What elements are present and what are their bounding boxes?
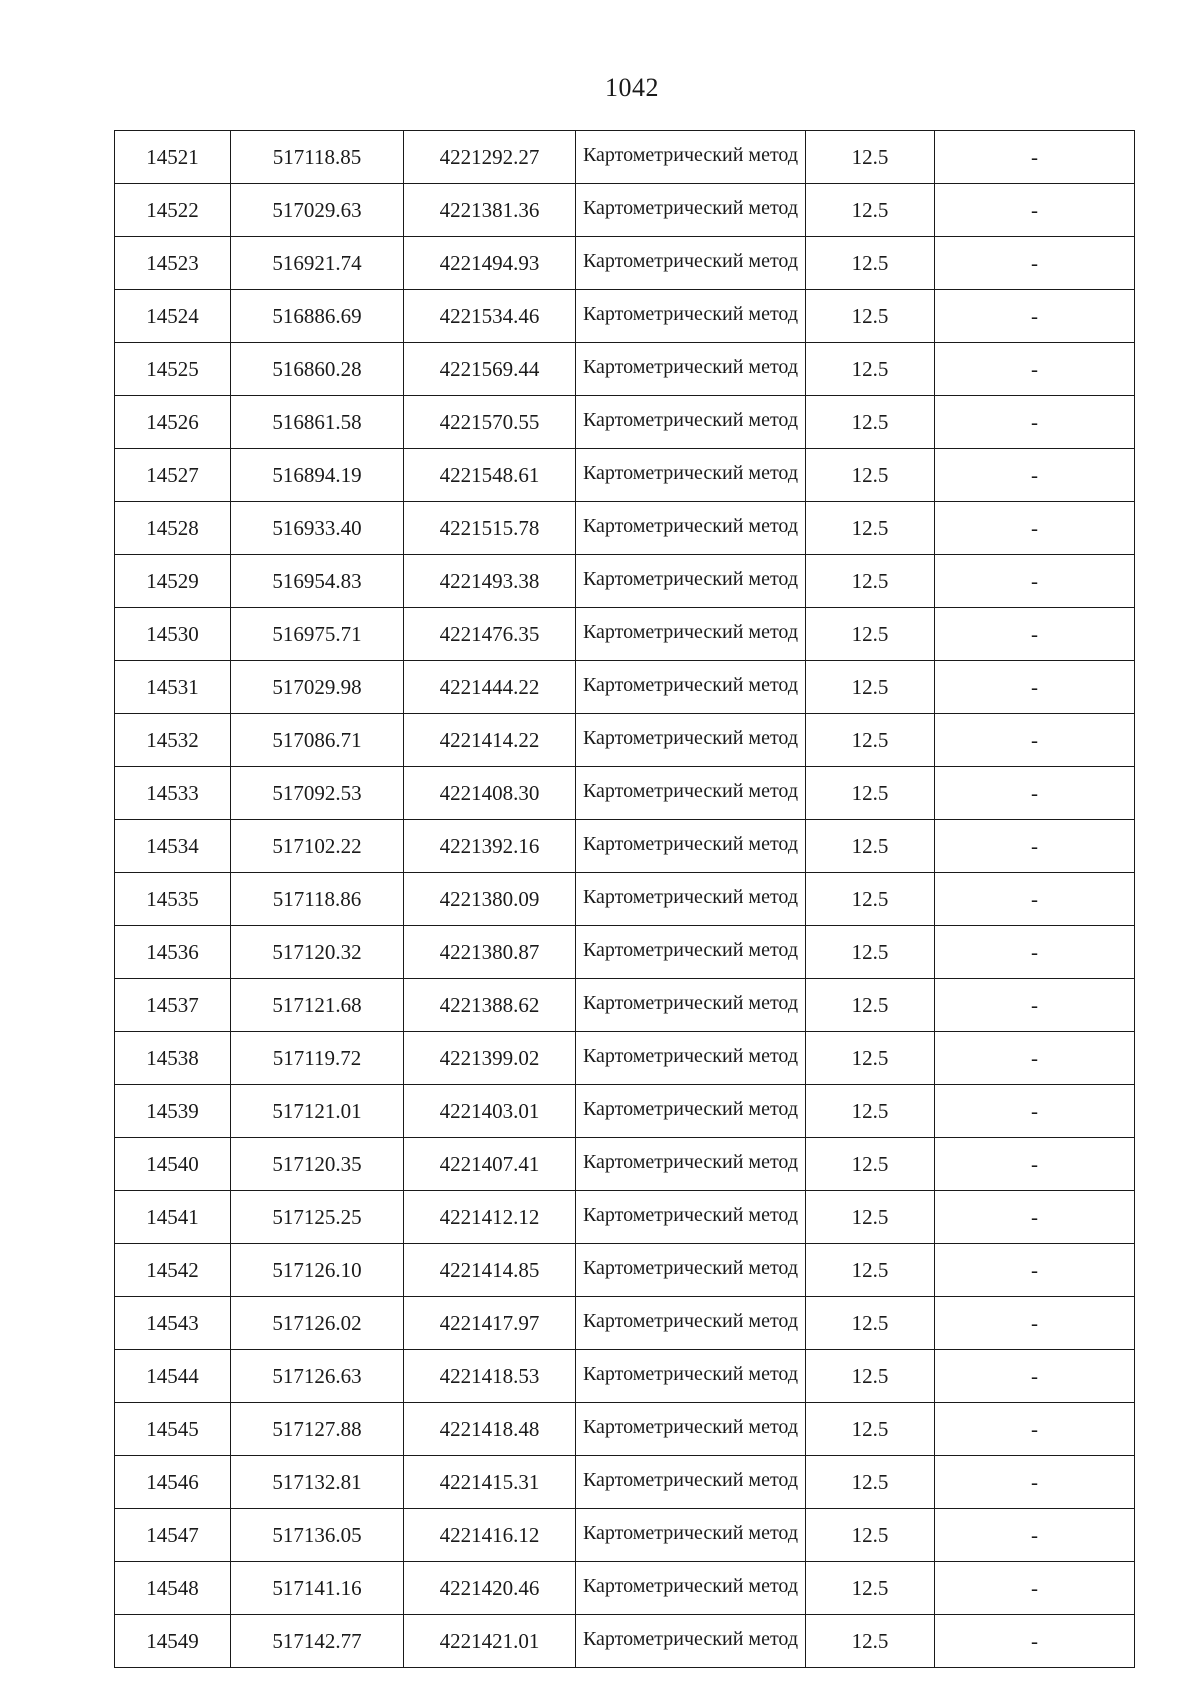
- point-number-cell: 14548: [115, 1562, 231, 1615]
- method-cell: [576, 555, 806, 608]
- note-cell: -: [935, 926, 1135, 979]
- x-coordinate-cell: 517121.01: [231, 1085, 404, 1138]
- method-cell: [576, 608, 806, 661]
- method-text: Картометрический метод: [582, 567, 799, 590]
- point-number-cell: 14538: [115, 1032, 231, 1085]
- point-number-cell: 14536: [115, 926, 231, 979]
- y-coordinate-cell: 4221380.87: [404, 926, 576, 979]
- y-coordinate-cell: 4221494.93: [404, 237, 576, 290]
- method-cell: [576, 1615, 806, 1668]
- method-cell: [576, 926, 806, 979]
- method-text: Картометрический метод: [582, 1521, 799, 1544]
- method-text: Картометрический метод: [582, 1415, 799, 1438]
- note-cell: -: [935, 873, 1135, 926]
- method-cell: [576, 1403, 806, 1456]
- method-text: Картометрический метод: [582, 1044, 799, 1067]
- point-number-cell: 14532: [115, 714, 231, 767]
- method-text: Картометрический метод: [582, 461, 799, 484]
- method-cell: [576, 1244, 806, 1297]
- table-row: [115, 1403, 1135, 1456]
- method-cell: [576, 1032, 806, 1085]
- x-coordinate-cell: 516933.40: [231, 502, 404, 555]
- note-cell: -: [935, 502, 1135, 555]
- point-number-cell: 14526: [115, 396, 231, 449]
- note-cell: -: [935, 449, 1135, 502]
- accuracy-cell: 12.5: [806, 131, 935, 184]
- x-coordinate-cell: 517142.77: [231, 1615, 404, 1668]
- note-cell: -: [935, 1138, 1135, 1191]
- point-number-cell: 14539: [115, 1085, 231, 1138]
- note-cell: -: [935, 1562, 1135, 1615]
- method-text: Картометрический метод: [582, 408, 799, 431]
- table-row: [115, 661, 1135, 714]
- table-row: [115, 608, 1135, 661]
- method-text: Картометрический метод: [582, 514, 799, 537]
- method-cell: [576, 767, 806, 820]
- table-row: [115, 979, 1135, 1032]
- table-row: [115, 502, 1135, 555]
- y-coordinate-cell: 4221515.78: [404, 502, 576, 555]
- note-cell: -: [935, 661, 1135, 714]
- table-row: [115, 1350, 1135, 1403]
- method-cell: [576, 184, 806, 237]
- note-cell: -: [935, 1509, 1135, 1562]
- x-coordinate-cell: 517102.22: [231, 820, 404, 873]
- y-coordinate-cell: 4221418.48: [404, 1403, 576, 1456]
- y-coordinate-cell: 4221476.35: [404, 608, 576, 661]
- y-coordinate-cell: 4221412.12: [404, 1191, 576, 1244]
- note-cell: -: [935, 820, 1135, 873]
- x-coordinate-cell: 517029.63: [231, 184, 404, 237]
- note-cell: -: [935, 767, 1135, 820]
- y-coordinate-cell: 4221548.61: [404, 449, 576, 502]
- method-text: Картометрический метод: [582, 1627, 799, 1650]
- table-row: [115, 131, 1135, 184]
- method-cell: [576, 661, 806, 714]
- accuracy-cell: 12.5: [806, 767, 935, 820]
- method-cell: [576, 449, 806, 502]
- x-coordinate-cell: 517092.53: [231, 767, 404, 820]
- method-text: Картометрический метод: [582, 1309, 799, 1332]
- point-number-cell: 14522: [115, 184, 231, 237]
- x-coordinate-cell: 516954.83: [231, 555, 404, 608]
- y-coordinate-cell: 4221407.41: [404, 1138, 576, 1191]
- accuracy-cell: 12.5: [806, 237, 935, 290]
- table-row: [115, 343, 1135, 396]
- method-cell: [576, 1191, 806, 1244]
- x-coordinate-cell: 516921.74: [231, 237, 404, 290]
- table-row: [115, 1032, 1135, 1085]
- accuracy-cell: 12.5: [806, 1191, 935, 1244]
- point-number-cell: 14535: [115, 873, 231, 926]
- point-number-cell: 14549: [115, 1615, 231, 1668]
- note-cell: -: [935, 714, 1135, 767]
- accuracy-cell: 12.5: [806, 396, 935, 449]
- y-coordinate-cell: 4221414.85: [404, 1244, 576, 1297]
- note-cell: -: [935, 1032, 1135, 1085]
- accuracy-cell: 12.5: [806, 1085, 935, 1138]
- method-cell: [576, 820, 806, 873]
- point-number-cell: 14544: [115, 1350, 231, 1403]
- x-coordinate-cell: 517121.68: [231, 979, 404, 1032]
- note-cell: -: [935, 555, 1135, 608]
- point-number-cell: 14543: [115, 1297, 231, 1350]
- x-coordinate-cell: 516860.28: [231, 343, 404, 396]
- x-coordinate-cell: 517126.63: [231, 1350, 404, 1403]
- y-coordinate-cell: 4221493.38: [404, 555, 576, 608]
- note-cell: -: [935, 1191, 1135, 1244]
- method-text: Картометрический метод: [582, 938, 799, 961]
- point-number-cell: 14530: [115, 608, 231, 661]
- accuracy-cell: 12.5: [806, 1562, 935, 1615]
- accuracy-cell: 12.5: [806, 1509, 935, 1562]
- note-cell: -: [935, 1456, 1135, 1509]
- method-cell: [576, 873, 806, 926]
- method-text: Картометрический метод: [582, 249, 799, 272]
- method-text: Картометрический метод: [582, 620, 799, 643]
- table-row: [115, 555, 1135, 608]
- y-coordinate-cell: 4221388.62: [404, 979, 576, 1032]
- method-text: Картометрический метод: [582, 832, 799, 855]
- note-cell: -: [935, 1403, 1135, 1456]
- table-row: [115, 1191, 1135, 1244]
- point-number-cell: 14547: [115, 1509, 231, 1562]
- method-text: Картометрический метод: [582, 1574, 799, 1597]
- accuracy-cell: 12.5: [806, 290, 935, 343]
- point-number-cell: 14545: [115, 1403, 231, 1456]
- method-text: Картометрический метод: [582, 991, 799, 1014]
- point-number-cell: 14541: [115, 1191, 231, 1244]
- accuracy-cell: 12.5: [806, 1032, 935, 1085]
- note-cell: -: [935, 1615, 1135, 1668]
- table-row: [115, 1562, 1135, 1615]
- y-coordinate-cell: 4221380.09: [404, 873, 576, 926]
- method-text: Картометрический метод: [582, 302, 799, 325]
- method-cell: [576, 979, 806, 1032]
- table-row: [115, 1085, 1135, 1138]
- x-coordinate-cell: 517029.98: [231, 661, 404, 714]
- x-coordinate-cell: 517118.85: [231, 131, 404, 184]
- method-cell: [576, 1509, 806, 1562]
- accuracy-cell: 12.5: [806, 979, 935, 1032]
- accuracy-cell: 12.5: [806, 502, 935, 555]
- method-text: Картометрический метод: [582, 885, 799, 908]
- table-row: [115, 290, 1135, 343]
- x-coordinate-cell: 517120.32: [231, 926, 404, 979]
- point-number-cell: 14531: [115, 661, 231, 714]
- table-row: [115, 449, 1135, 502]
- table-row: [115, 1138, 1135, 1191]
- method-text: Картометрический метод: [582, 673, 799, 696]
- point-number-cell: 14534: [115, 820, 231, 873]
- table-row: [115, 767, 1135, 820]
- method-cell: [576, 237, 806, 290]
- point-number-cell: 14527: [115, 449, 231, 502]
- table-row: [115, 873, 1135, 926]
- table-row: [115, 1244, 1135, 1297]
- note-cell: -: [935, 131, 1135, 184]
- y-coordinate-cell: 4221399.02: [404, 1032, 576, 1085]
- x-coordinate-cell: 517120.35: [231, 1138, 404, 1191]
- table-row: [115, 714, 1135, 767]
- method-text: Картометрический метод: [582, 355, 799, 378]
- note-cell: -: [935, 1085, 1135, 1138]
- point-number-cell: 14523: [115, 237, 231, 290]
- x-coordinate-cell: 517118.86: [231, 873, 404, 926]
- y-coordinate-cell: 4221392.16: [404, 820, 576, 873]
- table-row: [115, 237, 1135, 290]
- note-cell: -: [935, 290, 1135, 343]
- y-coordinate-cell: 4221414.22: [404, 714, 576, 767]
- y-coordinate-cell: 4221418.53: [404, 1350, 576, 1403]
- point-number-cell: 14524: [115, 290, 231, 343]
- point-number-cell: 14521: [115, 131, 231, 184]
- y-coordinate-cell: 4221416.12: [404, 1509, 576, 1562]
- method-text: Картометрический метод: [582, 726, 799, 749]
- method-text: Картометрический метод: [582, 779, 799, 802]
- method-text: Картометрический метод: [582, 1150, 799, 1173]
- method-text: Картометрический метод: [582, 143, 799, 166]
- accuracy-cell: 12.5: [806, 1350, 935, 1403]
- method-cell: [576, 1138, 806, 1191]
- accuracy-cell: 12.5: [806, 661, 935, 714]
- y-coordinate-cell: 4221408.30: [404, 767, 576, 820]
- table-body: [115, 131, 1135, 1668]
- x-coordinate-cell: 516886.69: [231, 290, 404, 343]
- note-cell: -: [935, 1244, 1135, 1297]
- y-coordinate-cell: 4221421.01: [404, 1615, 576, 1668]
- method-cell: [576, 1297, 806, 1350]
- y-coordinate-cell: 4221534.46: [404, 290, 576, 343]
- method-text: Картометрический метод: [582, 1097, 799, 1120]
- accuracy-cell: 12.5: [806, 184, 935, 237]
- table-row: [115, 1615, 1135, 1668]
- point-number-cell: 14525: [115, 343, 231, 396]
- method-cell: [576, 1562, 806, 1615]
- accuracy-cell: 12.5: [806, 449, 935, 502]
- x-coordinate-cell: 517126.10: [231, 1244, 404, 1297]
- page-number: 1042: [605, 73, 659, 102]
- method-text: Картометрический метод: [582, 196, 799, 219]
- x-coordinate-cell: 516861.58: [231, 396, 404, 449]
- accuracy-cell: 12.5: [806, 555, 935, 608]
- y-coordinate-cell: 4221444.22: [404, 661, 576, 714]
- method-text: Картометрический метод: [582, 1362, 799, 1385]
- x-coordinate-cell: 517136.05: [231, 1509, 404, 1562]
- accuracy-cell: 12.5: [806, 820, 935, 873]
- table-row: [115, 1509, 1135, 1562]
- point-number-cell: 14546: [115, 1456, 231, 1509]
- method-cell: [576, 396, 806, 449]
- y-coordinate-cell: 4221415.31: [404, 1456, 576, 1509]
- x-coordinate-cell: 517126.02: [231, 1297, 404, 1350]
- y-coordinate-cell: 4221403.01: [404, 1085, 576, 1138]
- note-cell: -: [935, 1350, 1135, 1403]
- method-text: Картометрический метод: [582, 1256, 799, 1279]
- accuracy-cell: 12.5: [806, 1615, 935, 1668]
- method-cell: [576, 343, 806, 396]
- table-row: [115, 1297, 1135, 1350]
- accuracy-cell: 12.5: [806, 1403, 935, 1456]
- note-cell: -: [935, 237, 1135, 290]
- y-coordinate-cell: 4221570.55: [404, 396, 576, 449]
- x-coordinate-cell: 517132.81: [231, 1456, 404, 1509]
- method-cell: [576, 714, 806, 767]
- method-cell: [576, 1085, 806, 1138]
- point-number-cell: 14540: [115, 1138, 231, 1191]
- accuracy-cell: 12.5: [806, 1244, 935, 1297]
- point-number-cell: 14529: [115, 555, 231, 608]
- accuracy-cell: 12.5: [806, 608, 935, 661]
- method-cell: [576, 502, 806, 555]
- accuracy-cell: 12.5: [806, 1297, 935, 1350]
- table-row: [115, 820, 1135, 873]
- accuracy-cell: 12.5: [806, 1456, 935, 1509]
- note-cell: -: [935, 608, 1135, 661]
- method-text: Картометрический метод: [582, 1203, 799, 1226]
- table-row: [115, 184, 1135, 237]
- y-coordinate-cell: 4221417.97: [404, 1297, 576, 1350]
- table-row: [115, 1456, 1135, 1509]
- table-row: [115, 926, 1135, 979]
- x-coordinate-cell: 517119.72: [231, 1032, 404, 1085]
- x-coordinate-cell: 516894.19: [231, 449, 404, 502]
- accuracy-cell: 12.5: [806, 343, 935, 396]
- point-number-cell: 14542: [115, 1244, 231, 1297]
- point-number-cell: 14537: [115, 979, 231, 1032]
- accuracy-cell: 12.5: [806, 873, 935, 926]
- x-coordinate-cell: 517086.71: [231, 714, 404, 767]
- point-number-cell: 14528: [115, 502, 231, 555]
- accuracy-cell: 12.5: [806, 1138, 935, 1191]
- note-cell: -: [935, 184, 1135, 237]
- y-coordinate-cell: 4221420.46: [404, 1562, 576, 1615]
- point-number-cell: 14533: [115, 767, 231, 820]
- x-coordinate-cell: 516975.71: [231, 608, 404, 661]
- note-cell: -: [935, 343, 1135, 396]
- accuracy-cell: 12.5: [806, 926, 935, 979]
- method-cell: [576, 290, 806, 343]
- accuracy-cell: 12.5: [806, 714, 935, 767]
- y-coordinate-cell: 4221381.36: [404, 184, 576, 237]
- method-cell: [576, 131, 806, 184]
- method-text: Картометрический метод: [582, 1468, 799, 1491]
- note-cell: -: [935, 1297, 1135, 1350]
- table-row: [115, 396, 1135, 449]
- note-cell: -: [935, 396, 1135, 449]
- x-coordinate-cell: 517141.16: [231, 1562, 404, 1615]
- coordinates-table: [114, 130, 1135, 1668]
- y-coordinate-cell: 4221569.44: [404, 343, 576, 396]
- x-coordinate-cell: 517127.88: [231, 1403, 404, 1456]
- method-cell: [576, 1456, 806, 1509]
- note-cell: -: [935, 979, 1135, 1032]
- method-cell: [576, 1350, 806, 1403]
- x-coordinate-cell: 517125.25: [231, 1191, 404, 1244]
- y-coordinate-cell: 4221292.27: [404, 131, 576, 184]
